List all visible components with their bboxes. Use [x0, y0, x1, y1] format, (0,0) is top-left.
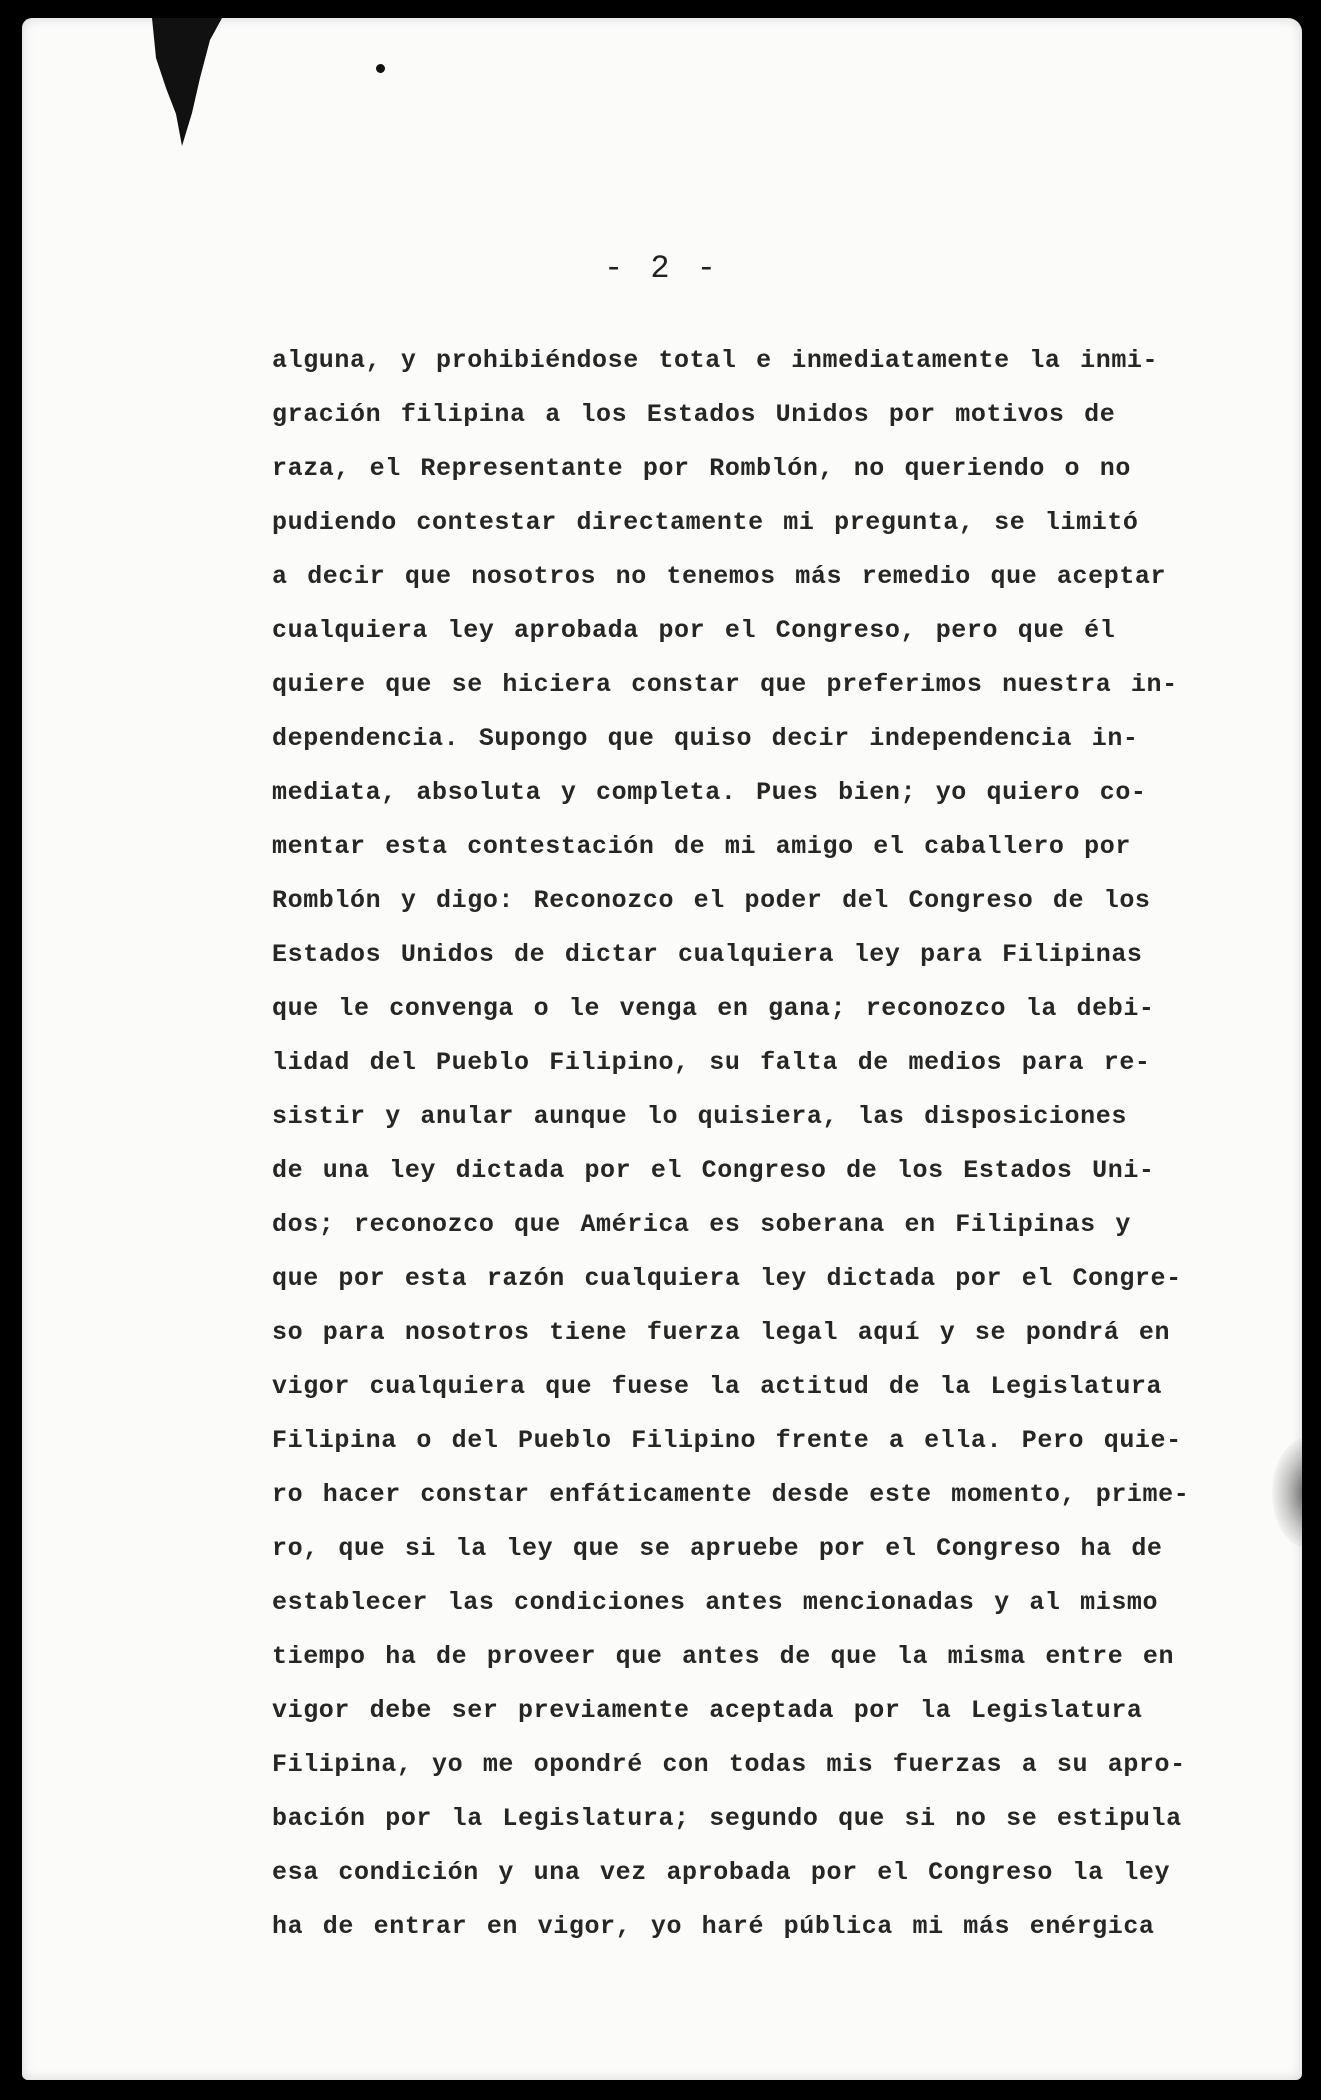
text-line: Filipina o del Pueblo Filipino frente a ella. Pero quie- [272, 1426, 1182, 1455]
text-line: esa condición y una vez aprobada por el Congreso la ley [272, 1858, 1171, 1887]
text-line: ro hacer constar enfáticamente desde este momento, prime- [272, 1480, 1190, 1509]
text-line: raza, el Representante por Romblón, no queriendo o no [272, 454, 1131, 483]
text-line: dependencia. Supongo que quiso decir independencia in- [272, 724, 1139, 753]
text-line: lidad del Pueblo Filipino, su falta de medios para re- [272, 1048, 1151, 1077]
ink-smudge [1272, 1438, 1302, 1548]
text-line: que le convenga o le venga en gana; reconozco la debi- [272, 994, 1155, 1023]
text-line: vigor cualquiera que fuese la actitud de la Legislatura [272, 1372, 1163, 1401]
text-line: Estados Unidos de dictar cualquiera ley para Filipinas [272, 940, 1143, 969]
text-line: dos; reconozco que América es soberana en Filipinas y [272, 1210, 1131, 1239]
page-number: - 2 - [603, 250, 720, 287]
text-line: alguna, y prohibiéndose total e inmediatamente la inmi- [272, 346, 1159, 375]
text-line: gración filipina a los Estados Unidos por motivos de [272, 400, 1116, 429]
text-line: mentar esta contestación de mi amigo el caballero por [272, 832, 1131, 861]
document-page [22, 18, 1302, 2080]
ink-speck [376, 64, 385, 73]
text-line: pudiendo contestar directamente mi pregunta, se limitó [272, 508, 1139, 537]
text-line: ro, que si la ley que se apruebe por el Congreso ha de [272, 1534, 1163, 1563]
text-line: Filipina, yo me opondré con todas mis fuerzas a su apro- [272, 1750, 1186, 1779]
text-line: Romblón y digo: Reconozco el poder del Congreso de los [272, 886, 1151, 915]
text-line: bación por la Legislatura; segundo que si no se estipula [272, 1804, 1182, 1833]
text-line: mediata, absoluta y completa. Pues bien; yo quiero co- [272, 778, 1147, 807]
text-line: quiere que se hiciera constar que preferimos nuestra in- [272, 670, 1178, 699]
text-line: tiempo ha de proveer que antes de que la misma entre en [272, 1642, 1175, 1671]
text-line: de una ley dictada por el Congreso de los Estados Uni- [272, 1156, 1155, 1185]
text-line: que por esta razón cualquiera ley dictada por el Congre- [272, 1264, 1182, 1293]
text-line: establecer las condiciones antes mencionadas y al mismo [272, 1588, 1159, 1617]
text-line: a decir que nosotros no tenemos más remedio que aceptar [272, 562, 1167, 591]
text-line: vigor debe ser previamente aceptada por la Legislatura [272, 1696, 1143, 1725]
text-line: sistir y anular aunque lo quisiera, las disposiciones [272, 1102, 1127, 1131]
text-line: cualquiera ley aprobada por el Congreso, pero que él [272, 616, 1116, 645]
torn-corner-mark [152, 18, 222, 148]
body-text [272, 334, 1212, 1954]
text-line: so para nosotros tiene fuerza legal aquí y se pondrá en [272, 1318, 1171, 1347]
text-line: ha de entrar en vigor, yo haré pública mi más enérgica [272, 1912, 1155, 1941]
